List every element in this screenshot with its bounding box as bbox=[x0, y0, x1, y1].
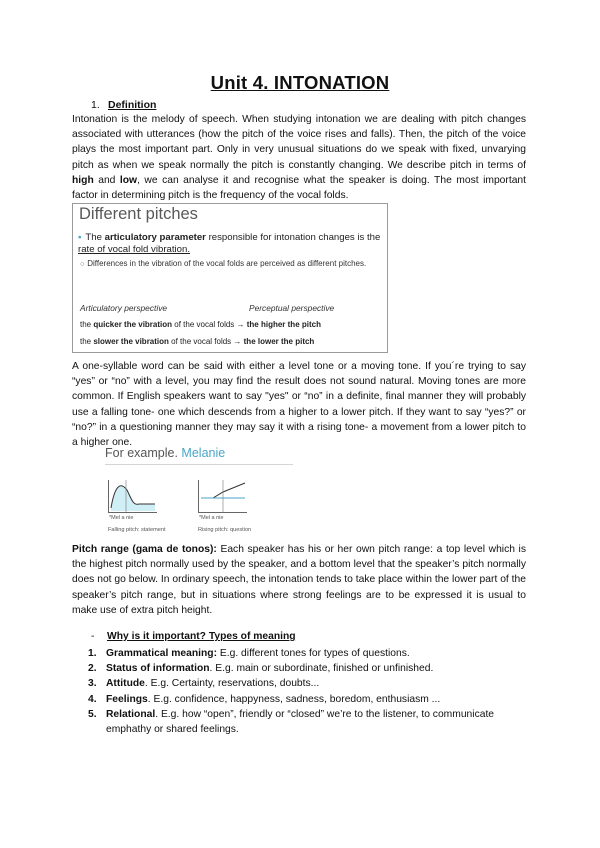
item-key: Feelings bbox=[106, 693, 148, 705]
page-title: Unit 4. INTONATION bbox=[210, 72, 390, 93]
item-key: Status of information bbox=[106, 663, 210, 675]
slide-sub-bullet bbox=[80, 259, 380, 269]
text-run: responsible for intonation changes is the bbox=[205, 232, 381, 243]
bold-term-high: high bbox=[72, 174, 94, 186]
slide-bullet bbox=[78, 232, 384, 255]
slide-row-quicker bbox=[80, 320, 321, 329]
rising-pitch-graph bbox=[198, 480, 247, 513]
types-of-meaning-heading bbox=[91, 631, 296, 642]
item-text: . E.g. Certainty, reservations, doubts... bbox=[144, 678, 320, 690]
text-run: The bbox=[85, 232, 105, 243]
definition-paragraph bbox=[72, 112, 526, 203]
text-run: slower the vibration bbox=[93, 337, 169, 346]
bold-term-pitch-range: Pitch range (gama de tonos): bbox=[72, 544, 217, 555]
slide-different-pitches bbox=[72, 203, 388, 353]
perceptual-heading: Perceptual perspective bbox=[249, 303, 335, 313]
text-run: and bbox=[93, 174, 120, 186]
item-number: 2. bbox=[88, 663, 97, 675]
item-text: . E.g. confidence, happyness, sadness, boredom, enthusiasm ... bbox=[147, 693, 441, 705]
slide-melanie-example bbox=[105, 446, 295, 538]
item-number: 3. bbox=[88, 678, 97, 690]
text-run: the higher the pitch bbox=[246, 320, 321, 329]
text-run: quicker the vibration bbox=[93, 320, 173, 329]
rising-pitch-curve bbox=[199, 480, 247, 512]
circle-bullet-icon: ○ bbox=[80, 261, 85, 268]
item-text: . E.g. main or subordinate, finished or unfinished. bbox=[209, 663, 434, 675]
bold-term-low: low bbox=[119, 174, 138, 186]
text-run: Intonation is the melody of speech. When studying intonation we are dealing with pitch changes associated with utterances (how the pitch of the voice rises and falls). Then, the pitch of the voice plays the most important part. Only in very unusual situations do we speak with fixed, unvarying pitch as when we speak normally the pitch is constantly changing. We describe pitch in terms of bbox=[72, 114, 526, 171]
text-run: rate of vocal fold vibration. bbox=[78, 243, 190, 255]
section-number: 1. bbox=[91, 99, 100, 111]
item-text: E.g. different tones for types of questions. bbox=[217, 648, 410, 659]
pitch-range-paragraph bbox=[72, 542, 526, 618]
bullet-dot-icon: ▪ bbox=[78, 232, 82, 243]
item-number: 4. bbox=[88, 693, 97, 705]
text-run: the lower the pitch bbox=[243, 337, 315, 346]
divider bbox=[105, 464, 293, 465]
text-run: Differences in the vibration of the vocal folds are perceived as different pitches. bbox=[87, 259, 367, 268]
heading-text: Why is it important? Types of meaning bbox=[107, 631, 296, 642]
falling-pitch-graph bbox=[108, 480, 157, 513]
item-key: Attitude bbox=[106, 678, 145, 690]
list-item bbox=[88, 646, 528, 661]
tone-paragraph: A one-syllable word can be said with either a level tone or a moving tone. If you´re trying to say “yes” or “no” with a level, you may find the result does not sound natural. Moving tones are more common. If English speakers want to say "yes" or “no” in a definite, final manner they will probably use a falling tone- one which descends from a higher to a lower pitch. If they want to say “yes?” or “no?” in a questioning manner they may say it with a rising tone- a movement from a lower pitch to a higher one. bbox=[72, 361, 526, 449]
list-item bbox=[88, 676, 528, 691]
slide-title: Different pitches bbox=[79, 205, 198, 223]
text-run: For example. bbox=[105, 446, 182, 460]
example-title bbox=[105, 446, 225, 460]
text-run: Each speaker has his or her own pitch range: a top level which is the highest pitch normally used by the speaker, and a bottom level that the speaker’s pitch normally does not go below. In ordinary speech, the intonation tends to take place within the lower part of the speaker’s pitch range, but in situations where strong feelings are to be expressed it is usual to make use of extra pitch height. bbox=[72, 544, 526, 616]
arrow-right-icon: → bbox=[233, 337, 242, 346]
section-title: Definition bbox=[108, 99, 157, 111]
item-key: Relational bbox=[106, 708, 156, 720]
item-number: 1. bbox=[88, 648, 97, 659]
articulatory-heading: Articulatory perspective bbox=[80, 303, 168, 313]
item-text: . E.g. how “open”, friendly or “closed” we’re to the listener, to communicate emphathy or shared feelings. bbox=[106, 708, 495, 736]
text-run: the bbox=[80, 320, 94, 329]
rising-graph-label: *Mel a nie bbox=[199, 515, 224, 521]
arrow-right-icon: → bbox=[236, 320, 245, 329]
falling-pitch-curve bbox=[109, 480, 157, 512]
item-number: 5. bbox=[88, 708, 97, 720]
section-heading bbox=[91, 99, 156, 111]
list-item bbox=[88, 707, 528, 737]
text-run: , we can analyse it and recognise what the speaker is doing. The most important factor in determining pitch is the frequency of the vocal folds. bbox=[72, 174, 527, 202]
item-key: Grammatical meaning: bbox=[106, 648, 218, 659]
text-run: of the vocal folds bbox=[168, 337, 234, 346]
meaning-types-list bbox=[88, 646, 528, 737]
rising-caption: Rising pitch: question bbox=[198, 527, 252, 533]
dash-bullet: - bbox=[91, 631, 95, 642]
example-word: Melanie bbox=[181, 446, 226, 460]
list-item bbox=[88, 692, 528, 707]
text-run: the bbox=[80, 337, 94, 346]
list-item bbox=[88, 661, 528, 676]
falling-caption: Falling pitch: statement bbox=[108, 527, 166, 533]
text-run: of the vocal folds bbox=[172, 320, 237, 329]
slide-row-slower bbox=[80, 337, 314, 346]
text-run: articulatory parameter bbox=[104, 232, 206, 243]
falling-graph-label: *Mel a nie bbox=[109, 515, 134, 521]
